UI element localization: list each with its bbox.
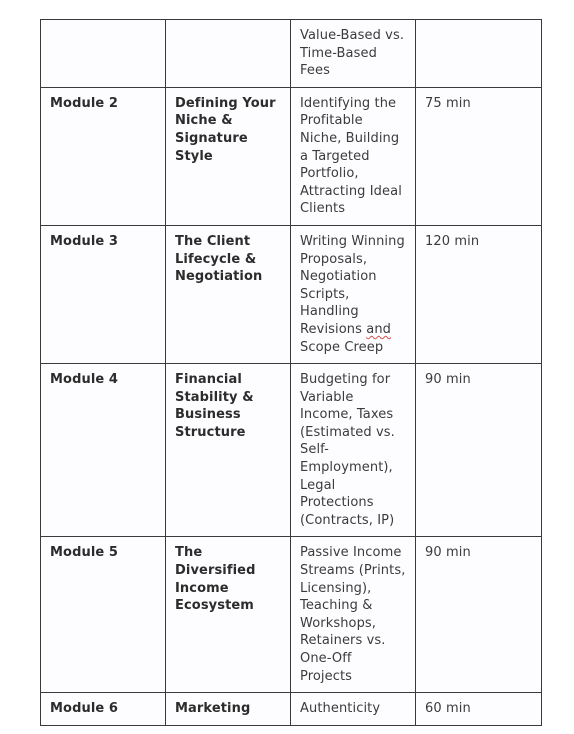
- topics-cell[interactable]: Passive Income Streams (Prints, Licensing), Teaching & Workshops, Retainers vs. One-Off Projects: [291, 537, 416, 693]
- table-row: [41, 87, 542, 225]
- topics-cell[interactable]: [291, 225, 416, 363]
- module-cell[interactable]: Module 6: [41, 693, 166, 726]
- topics-text: Writing Winning Proposals, Negotiation Scripts, Handling Revisions: [300, 233, 405, 337]
- topics-cell[interactable]: Authenticity: [291, 693, 416, 726]
- duration-cell[interactable]: 90 min: [416, 537, 542, 693]
- duration-cell[interactable]: 120 min: [416, 225, 542, 363]
- module-title-cell[interactable]: The Diversified Income Ecosystem: [166, 537, 291, 693]
- topics-cell[interactable]: Identifying the Profitable Niche, Building a Targeted Portfolio, Attracting Ideal Clients: [291, 87, 416, 225]
- module-cell[interactable]: Module 3: [41, 225, 166, 363]
- table-row: [41, 693, 542, 726]
- module-title-cell[interactable]: Financial Stability & Business Structure: [166, 364, 291, 537]
- topics-text: Scope Creep: [300, 339, 384, 355]
- module-title-cell[interactable]: Marketing: [166, 693, 291, 726]
- module-cell[interactable]: [41, 20, 166, 88]
- table-row: [41, 225, 542, 363]
- table-row: [41, 20, 542, 88]
- module-cell[interactable]: Module 4: [41, 364, 166, 537]
- topics-cell[interactable]: Value-Based vs. Time-Based Fees: [291, 20, 416, 88]
- duration-cell[interactable]: 90 min: [416, 364, 542, 537]
- module-title-cell[interactable]: The Client Lifecycle & Negotiation: [166, 225, 291, 363]
- duration-cell[interactable]: 75 min: [416, 87, 542, 225]
- duration-cell[interactable]: 60 min: [416, 693, 542, 726]
- spellcheck-flagged-word[interactable]: and: [366, 321, 392, 337]
- table-row: [41, 537, 542, 693]
- duration-cell[interactable]: [416, 20, 542, 88]
- module-title-cell[interactable]: Defining Your Niche & Signature Style: [166, 87, 291, 225]
- module-title-cell[interactable]: [166, 20, 291, 88]
- topics-cell[interactable]: Budgeting for Variable Income, Taxes (Estimated vs. Self-Employment), Legal Protections (Contracts, IP): [291, 364, 416, 537]
- table-row: [41, 364, 542, 537]
- course-modules-table: [40, 19, 542, 726]
- module-cell[interactable]: Module 2: [41, 87, 166, 225]
- module-cell[interactable]: Module 5: [41, 537, 166, 693]
